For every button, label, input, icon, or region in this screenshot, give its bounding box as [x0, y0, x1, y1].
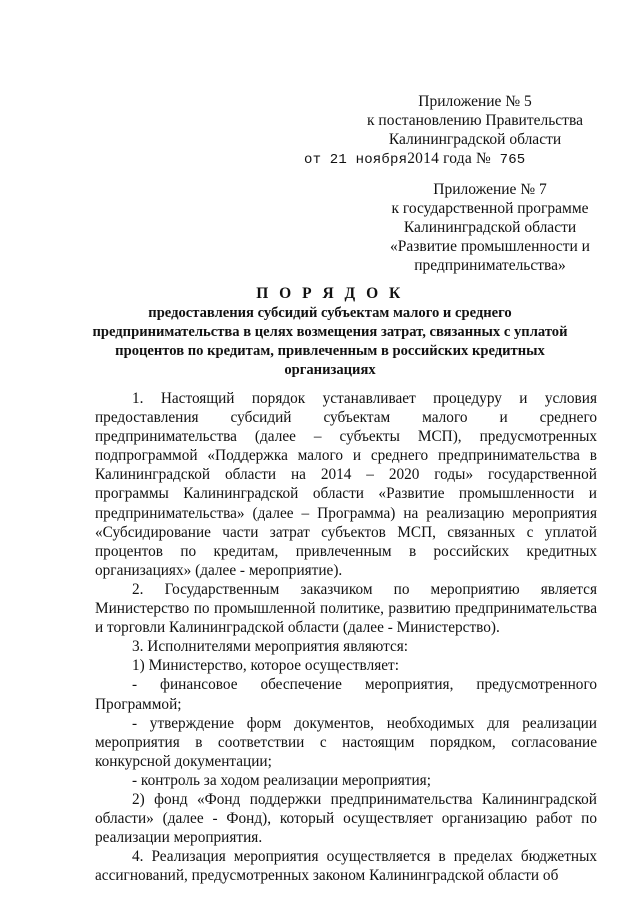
paragraph-3-item-2: 2) фонд «Фонд поддержки предпринимательства Калининградской области» (далее - Фонд), который осуществляет организацию работ по реализации мероприятия.: [95, 790, 597, 847]
paragraph-3-item-1-b: - утверждение форм документов, необходимых для реализации мероприятия в соответствии с настоящим порядком, согласование конкурсной документации;: [95, 714, 597, 770]
paragraph-1: 1. Настоящий порядок устанавливает процедуру и условия предоставления субсидий субъектам малого и среднего предпринимательства (далее – субъекты МСП), предусмотренных подпрограммой «Поддержка малого и среднего предпринимательства в Калининградской области на 2014 – 2020 годы» государственной программы Калининградской области «Развитие промышленности и предпринимательства» (далее – Программа) на реализацию мероприятия «Субсидирование части затрат субъектов МСП, связанных с уплатой процентов по кредитам, привлеченным в российских кредитных организациях» (далее - мероприятие).: [95, 390, 597, 579]
date-prefix: от 21 ноября: [304, 152, 408, 168]
appendix-5-reference: к постановлению Правительства: [367, 112, 583, 129]
appendix-7-title: Приложение № 7: [433, 181, 547, 198]
document-body: [95, 389, 597, 885]
title-main: П О Р Я Д О К: [256, 285, 404, 302]
appendix-5-header: [304, 92, 590, 170]
paragraph-4: 4. Реализация мероприятия осуществляется в пределах бюджетных ассигнований, предусмотренных законом Калининградской области об: [95, 848, 597, 885]
appendix-7-program-line1: «Развитие промышленности и: [390, 238, 590, 255]
appendix-7-region: Калининградской области: [403, 219, 577, 236]
paragraph-3-item-1-a: - финансовое обеспечение мероприятия, предусмотренного Программой;: [95, 676, 597, 713]
appendix-5-region: Калининградской области: [388, 131, 562, 148]
paragraph-3-item-1: 1) Министерство, которое осуществляет:: [132, 657, 399, 675]
paragraph-3: 3. Исполнителями мероприятия являются:: [132, 638, 409, 656]
paragraph-3-item-1-c: - контроль за ходом реализации мероприятия;: [132, 771, 431, 789]
appendix-5-title: Приложение № 5: [418, 93, 532, 110]
date-year: 2014 года №: [407, 150, 491, 167]
appendix-7-reference: к государственной программе: [391, 200, 589, 217]
appendix-7-program-line2: предпринимательства»: [414, 257, 566, 274]
document-title: [80, 284, 580, 380]
date-number: 765: [491, 152, 526, 168]
appendix-7-header: [385, 180, 595, 275]
paragraph-2: 2. Государственным заказчиком по мероприятию является Министерство по промышленной политике, развитию предпринимательства и торговли Калининградской области (далее - Министерство).: [95, 580, 597, 637]
title-subtitle: предоставления субсидий субъектам малого и среднего предпринимательства в целях возмещения затрат, связанных с уплатой процентов по кредитам, привлеченным в российских кредитных организациях: [92, 305, 568, 378]
appendix-5-date-line: [304, 149, 590, 170]
